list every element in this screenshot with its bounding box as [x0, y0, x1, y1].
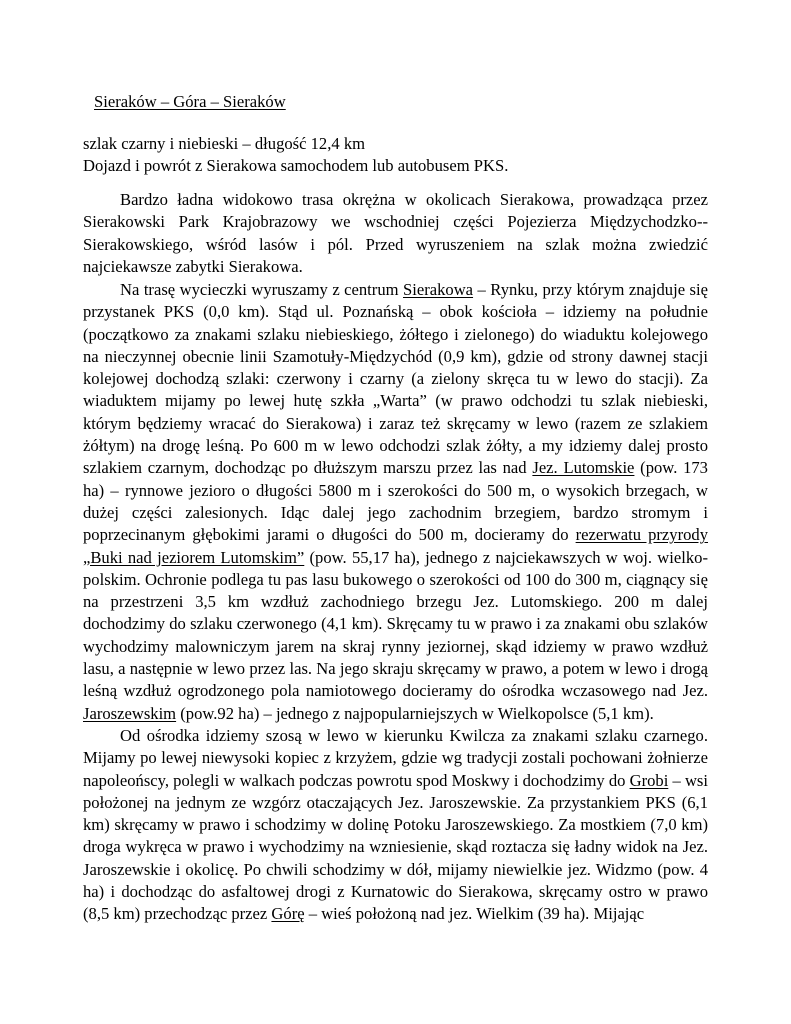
text-run: Na trasę wycieczki wyruszamy z centrum	[120, 280, 403, 299]
text-run: (pow. 55,17 ha), jednego z najciekawszych w woj. wielko-polskim. Ochronie podlega tu pas lasu bukowego o szerokości od 100 do 300 m, ciągnący się na przestrzeni 3,5 km wzdłuż zachodniego brzegu Jez. Lutomskiego. 200 m dalej dochodzimy do szlaku czerwonego (4,1 km). Skręcamy tu w prawo i za znakami obu szlaków wychodzimy malowniczym jarem na skraj rynny jeziornej, skąd idziemy w prawo wzdłuż lasu, a następnie w lewo przez las. Na jego skraju skręcamy w prawo, a potem w lewo i drogą leśną wzdłuż ogrodzonego pola namiotowego docieramy do ośrodka wczasowego nad Jez.	[83, 547, 708, 701]
trail-info: szlak czarny i niebieski – długość 12,4 km	[83, 134, 366, 153]
text-run: – Rynku, przy którym znajduje się przystanek PKS (0,0 km). Stąd ul. Poznańską – obok kościoła – idziemy na południe (początkowo za znakami szlaku niebieskiego, żółtego i zielonego) do wiaduktu kolejowego na nieczynnej obecnie linii Szamotuły-Międzychód (0,9 km), gdzie od strony dawnej stacji kolejowej dochodzą szlaki: czerwony i czarny (a zielony skręca tu w lewo do stacji). Za wiaduktem mijamy po lewej hutę szkła „Warta” (w prawo odchodzi tu szlak niebieski, którym będziemy wracać do Sierakowa) i zaraz też skręcamy w lewo (razem ze szlakiem żółtym) na drogę leśną. Po 600 m w lewo odchodzi szlak żółty, a my idziemy dalej prosto szlakiem czarnym, dochodząc po dłuższym marszu przez las nad	[83, 280, 708, 478]
text-run: – wieś położoną nad jez. Wielkim (39 ha). Mijając	[304, 904, 645, 924]
intro-text: Bardzo ładna widokowo trasa okrężna w okolicach Sierakowa, prowadząca przez Sierakowski Park Krajobrazowy we wschodniej części Pojezierza Międzychodzko--Sierakowskiego, wśród lasów i pól. Przed wyruszeniem na szlak można zwiedzić najciekawsze zabytki Sierakowa.	[83, 190, 708, 276]
link-jez-lutomskie[interactable]: Jez. Lutomskie	[532, 458, 635, 478]
intro-paragraph	[83, 189, 708, 278]
route-paragraph-1	[83, 279, 708, 725]
text-run: (pow.92 ha) – jednego z najpopularniejszych w Wielkopolsce (5,1 km).	[176, 703, 654, 723]
page-title: Sieraków – Góra – Sieraków	[94, 92, 286, 111]
link-sierakowa[interactable]: Sierakowa	[403, 280, 474, 299]
text-run: Od ośrodka idziemy szosą w lewo w kierunku Kwilcza za znakami szlaku czarnego. Mijamy po lewej niewysoki kopiec z krzyżem, gdzie wg tradycji zostali pochowani żołnierze napoleońscy, polegli w walkach podczas powrotu spod Moskwy i dochodzimy do	[83, 726, 708, 790]
access-info: Dojazd i powrót z Sierakowa samochodem lub autobusem PKS.	[83, 156, 509, 176]
route-paragraph-2-text	[83, 725, 708, 926]
link-jaroszewskim[interactable]: Jaroszewskim	[83, 703, 177, 723]
text-run: – wsi położonej na jednym ze wzgórz otaczających Jez. Jaroszewskie. Za przystankiem PKS (6,1 km) skręcamy w prawo i schodzimy w dolinę Potoku Jaroszewskiego. Za mostkiem (7,0 km) droga wykręca w prawo i wychodzimy na wzniesienie, skąd roztacza się ładny widok na Jez. Jaroszewskie i okolicę. Po chwili schodzimy w dół, mijamy niewielkie jez. Widzmo (pow. 4 ha) i dochodząc do asfaltowej drogi z Kurnatowic do Sierakowa, skręcamy ostro w prawo (8,5 km) przechodząc przez	[83, 770, 708, 924]
route-paragraph-2	[83, 725, 708, 926]
route-paragraph-1-text	[83, 279, 708, 725]
link-rezerwat-buki[interactable]: rezerwatu przyrody „Buki nad jeziorem Lutomskim”	[83, 525, 709, 567]
link-gore[interactable]: Górę	[271, 904, 305, 924]
trail-summary	[83, 133, 703, 178]
link-grobi[interactable]: Grobi	[629, 770, 669, 790]
text-run: (pow. 173 ha) – rynnowe jezioro o długości 5800 m i szerokości do 500 m, o wysokich brzegach, w dużej części zalesionych. Idąc dalej jego zachodnim brzegiem, bardzo stromym i poprzecinanym głębokimi jarami o długości do 500 m, docieramy do	[83, 458, 708, 545]
